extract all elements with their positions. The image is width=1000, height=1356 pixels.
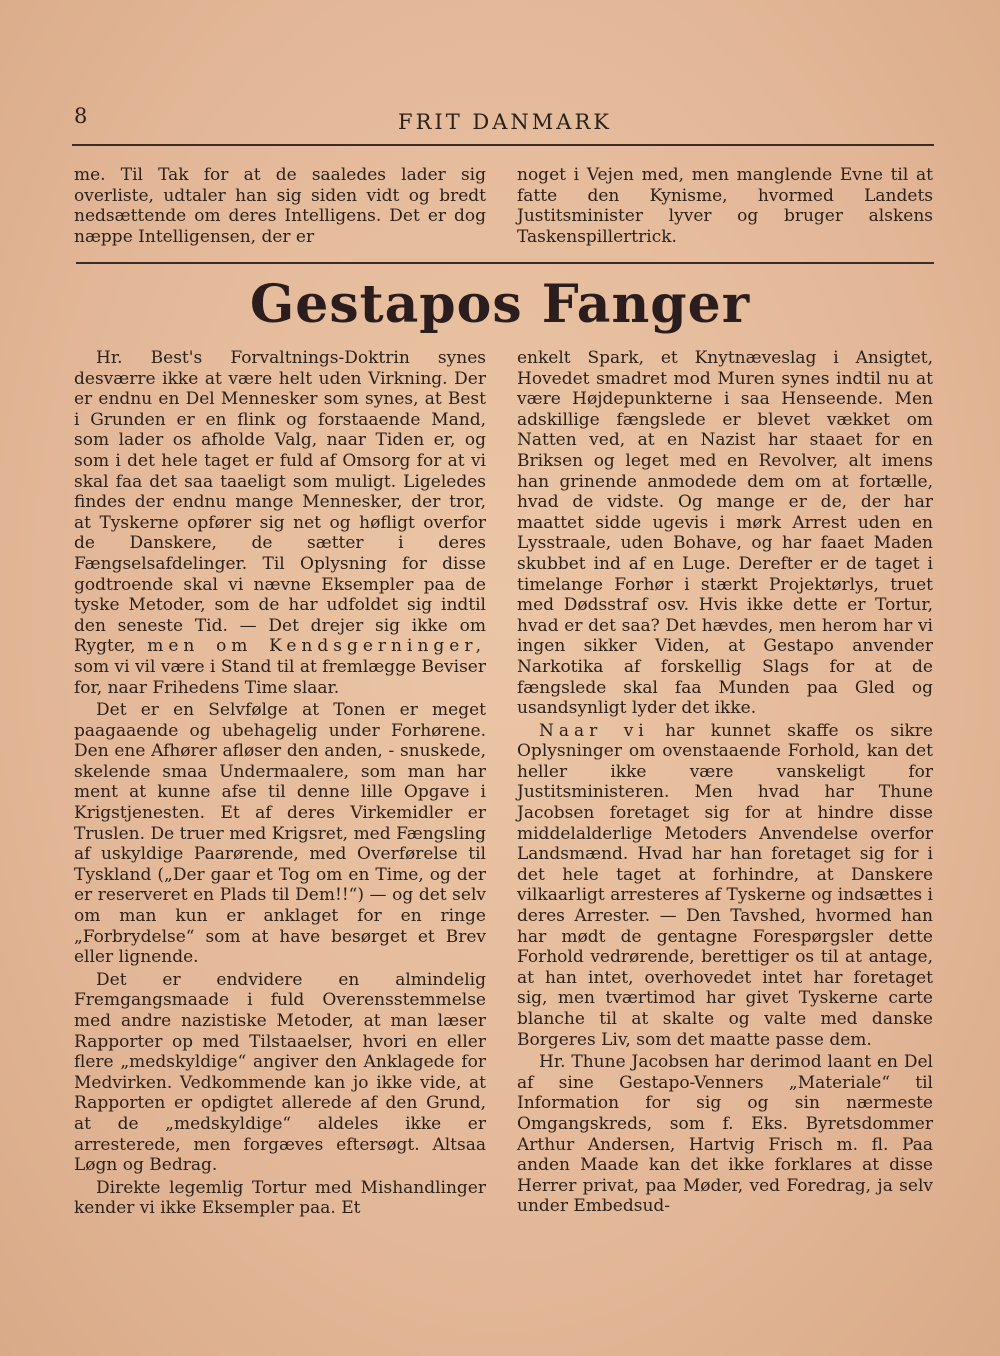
left-paragraph-1-text: Hr. Best's Forvaltnings-Doktrin synes desværre ikke at være helt uden Virkning. Der er endnu en Del Mennesker som synes, at Best i Grunden er en flink og forstaaende Mand, som lader os afholde Valg, naar Tiden er, og som i det hele taget er fuld af Omsorg for at vi skal faa det saa taaeligt som muligt. Ligeledes findes der endnu mange Mennesker, der tror, at Tyskerne opfører sig net og høfligt overfor de Danskere, de sætter i deres Fængselsafdelinger. Til Oplysning for disse godtroende skal vi nævne Eksempler paa de tyske Metoder, som de har udfoldet sig indtil den seneste Tid. — Det drejer sig ikke om Rygter,: [74, 348, 486, 657]
publication-header: FRIT DANMARK: [398, 110, 612, 134]
right-paragraph-2-text: Oplysninger om ovenstaaende Forhold, kan det heller ikke være vanskeligt for Justitsministeren. Men hvad har Thune Jacobsen foretaget sig for at hindre disse middelalderlige Metoders Anvendelse overfor Landsmænd. Hvad har han foretaget sig for i det hele taget at forhindre, at Danskere vilkaarligt arresteres af Tyskerne og indsættes i deres Arrester. — Den Tavshed, hvormed han har mødt de gentagne Forespørgsler dette Forhold vedrørende, berettiger os til at antage, at han intet, overhovedet intet har foretaget sig, men tværtimod har givet Tyskerne carte blanche til at skalte og valte med danske Borgeres Liv, som det maatte passe dem.: [517, 741, 933, 1050]
spaced-emphasis-right: Naar vi: [539, 720, 649, 741]
left-paragraph-2: Det er en Selvfølge at Tonen er meget paagaaende og ubehagelig under Forhørene. Den ene Afhører afløser den anden, - snuskede, skelende smaa Undermaalere, som man har ment at kunne afse til denne lille Opgave i Krigstjenesten. Et af deres Virkemidler er Truslen. De truer med Krigsret, med Fængsling af uskyldige Paarørende, med Overførelse til Tyskland („Der gaar et Tog om en Time, og der er reserveret en Plads til Dem!!“) — og det selv om man kun er anklaget for en ringe „Forbrydelse“ som at have besørget et Brev eller lignende.: [74, 700, 486, 968]
page-number: 8: [74, 104, 88, 128]
header-rule: [72, 144, 934, 146]
left-paragraph-3: Det er endvidere en almindelig Fremgangsmaade i fuld Overensstemmelse med andre nazistiske Metoder, at man læser Rapporter op med Tilstaaelser, hvori en eller flere „medskyldige“ angiver den Anklagede for Medvirken. Vedkommende kan jo ikke vide, at Rapporten er opdigtet allerede af den Grund, at de „medskyldige“ aldeles ikke er arresterede, men forgæves eftersøgt. Altsaa Løgn og Bedrag.: [74, 969, 486, 1176]
section-rule: [76, 262, 934, 264]
left-paragraph-1: [74, 348, 486, 698]
right-paragraph-2-start: har kunnet skaffe os sikre: [665, 720, 933, 741]
article-left-column: [74, 348, 486, 1219]
left-paragraph-1-end: som vi vil være i Stand til at fremlægge Beviser for, naar Frihedens Time slaar.: [74, 656, 486, 698]
right-paragraph-1: enkelt Spark, et Knytnæveslag i Ansigtet, Hovedet smadret mod Muren synes indtil nu at være Højdepunkterne i saa Henseende. Men adskillige fængslede er blevet vækket om Natten ved, at en Nazist har staaet for en Briksen og leget med en Revolver, alt imens han grinende anmodede dem om at fortælle, hvad de vidste. Og mange er de, der har maattet sidde ugevis i mørk Arrest uden en Lysstraale, uden Bohave, og har faaet Maden skubbet ind af en Luge. Derefter er de taget i timelange Forhør i stærkt Projektørlys, truet med Dødsstraf osv. Hvis ikke dette er Tortur, hvad er det saa? Det hævdes, men herom har vi ingen sikker Viden, at Gestapo anvender Narkotika af forskellig Slags for at de fængslede skal faa Munden paa Gled og usandsynligt lyder det ikke.: [517, 348, 933, 719]
article-headline: Gestapos Fanger: [249, 274, 751, 335]
top-right-column: [517, 165, 933, 247]
top-left-column: [74, 165, 486, 247]
article-right-column: [517, 348, 933, 1217]
left-paragraph-4: Direkte legemlig Tortur med Mishandlinger kender vi ikke Eksempler paa. Et: [74, 1177, 486, 1219]
top-left-text: me. Til Tak for at de saaledes lader sig overliste, udtaler han sig siden vidt og bredt nedsættende om deres Intelligens. Det er dog næppe Intelligensen, der er: [74, 165, 486, 247]
right-paragraph-2: [517, 721, 933, 1051]
spaced-emphasis: men om Kendsgerninger,: [147, 636, 486, 657]
right-paragraph-3: Hr. Thune Jacobsen har derimod laant en Del af sine Gestapo-Venners „Materiale“ til Information for sig og sin nærmeste Omgangskreds, som f. Eks. Byretsdommer Arthur Andersen, Hartvig Frisch m. fl. Paa anden Maade kan det ikke forklares at disse Herrer privat, paa Møder, ved Foredrag, ja selv under Embedsud-: [517, 1052, 933, 1217]
top-right-text: noget i Vejen med, men manglende Evne til at fatte den Kynisme, hvormed Landets Justitsminister lyver og bruger alskens Taskenspillertrick.: [517, 165, 933, 247]
